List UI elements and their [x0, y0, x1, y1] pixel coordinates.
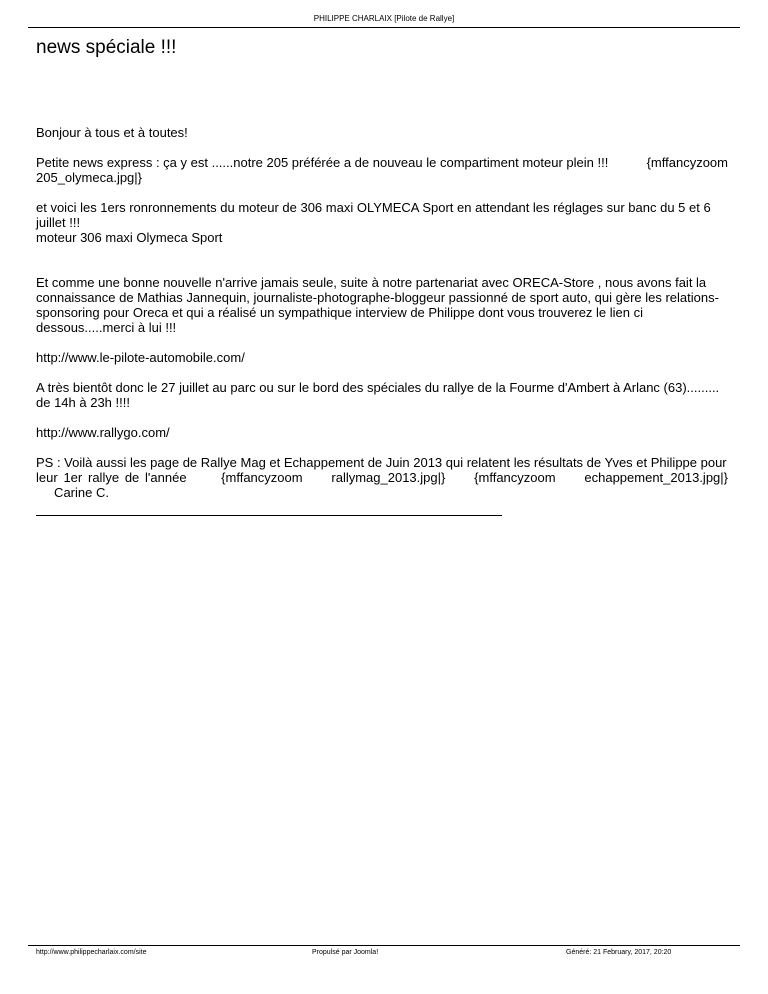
content-separator: [36, 515, 502, 516]
engine-caption: moteur 306 maxi Olymeca Sport: [36, 230, 223, 245]
header-divider: [28, 27, 740, 28]
rallye-paragraph: A très bientôt donc le 27 juillet au parc ou sur le bord des spéciales du rallye de la Fourme d'Ambert à Arlanc (63)......... de 14h à 23h !!!!: [36, 380, 720, 410]
article-body: [36, 125, 728, 516]
signature: Carine C.: [36, 485, 109, 500]
engine-paragraph: [36, 200, 728, 245]
greeting-paragraph: Bonjour à tous et à toutes!: [36, 125, 188, 140]
news-zoom-tag: {mffancyzoom: [646, 155, 728, 170]
footer-powered-by: Propulsé par Joomla!: [312, 949, 379, 956]
news-image-ref: 205_olymeca.jpg|}: [36, 170, 143, 185]
pilote-link[interactable]: http://www.le-pilote-automobile.com/: [36, 350, 245, 365]
oreca-paragraph: Et comme une bonne nouvelle n'arrive jamais seule, suite à notre partenariat avec ORECA-Store , nous avons fait la connaissance de Mathias Jannequin, journaliste-photographe-bloggeur passionné de sport auto, qui gère les relations-sponsoring pour Oreca et qui a réalisé un sympathique interview de Philippe dont vous trouverez le lien ci dessous.....merci à lui !!!: [36, 275, 719, 335]
ps-text: PS : Voilà aussi les page de Rallye Mag et Echappement de Juin 2013 qui relatent les résultats de Yves et Philippe pour: [36, 455, 727, 470]
engine-text: et voici les 1ers ronronnements du moteur de 306 maxi OLYMECA Sport en attendant les réglages sur banc du 5 et 6 juillet !!!: [36, 200, 711, 230]
article-title: news spéciale !!!: [36, 37, 177, 58]
news-paragraph: [36, 155, 728, 185]
footer-url[interactable]: http://www.philippecharlaix.com/site: [36, 949, 147, 956]
news-line: [36, 155, 728, 170]
ps-zoom-line: leur 1er rallye de l'année {mffancyzoom rallymag_2013.jpg|} {mffancyzoom echappement_2013.jpg|}: [36, 470, 728, 485]
news-text: Petite news express : ça y est ......notre 205 préférée a de nouveau le compartiment moteur plein !!!: [36, 155, 609, 170]
ps-paragraph: [36, 455, 728, 500]
footer-generated-date: Généré: 21 February, 2017, 20:20: [566, 949, 672, 956]
footer-divider: [28, 945, 740, 946]
rallygo-link[interactable]: http://www.rallygo.com/: [36, 425, 170, 440]
site-header-title: PHILIPPE CHARLAIX [Pilote de Rallye]: [313, 14, 455, 23]
